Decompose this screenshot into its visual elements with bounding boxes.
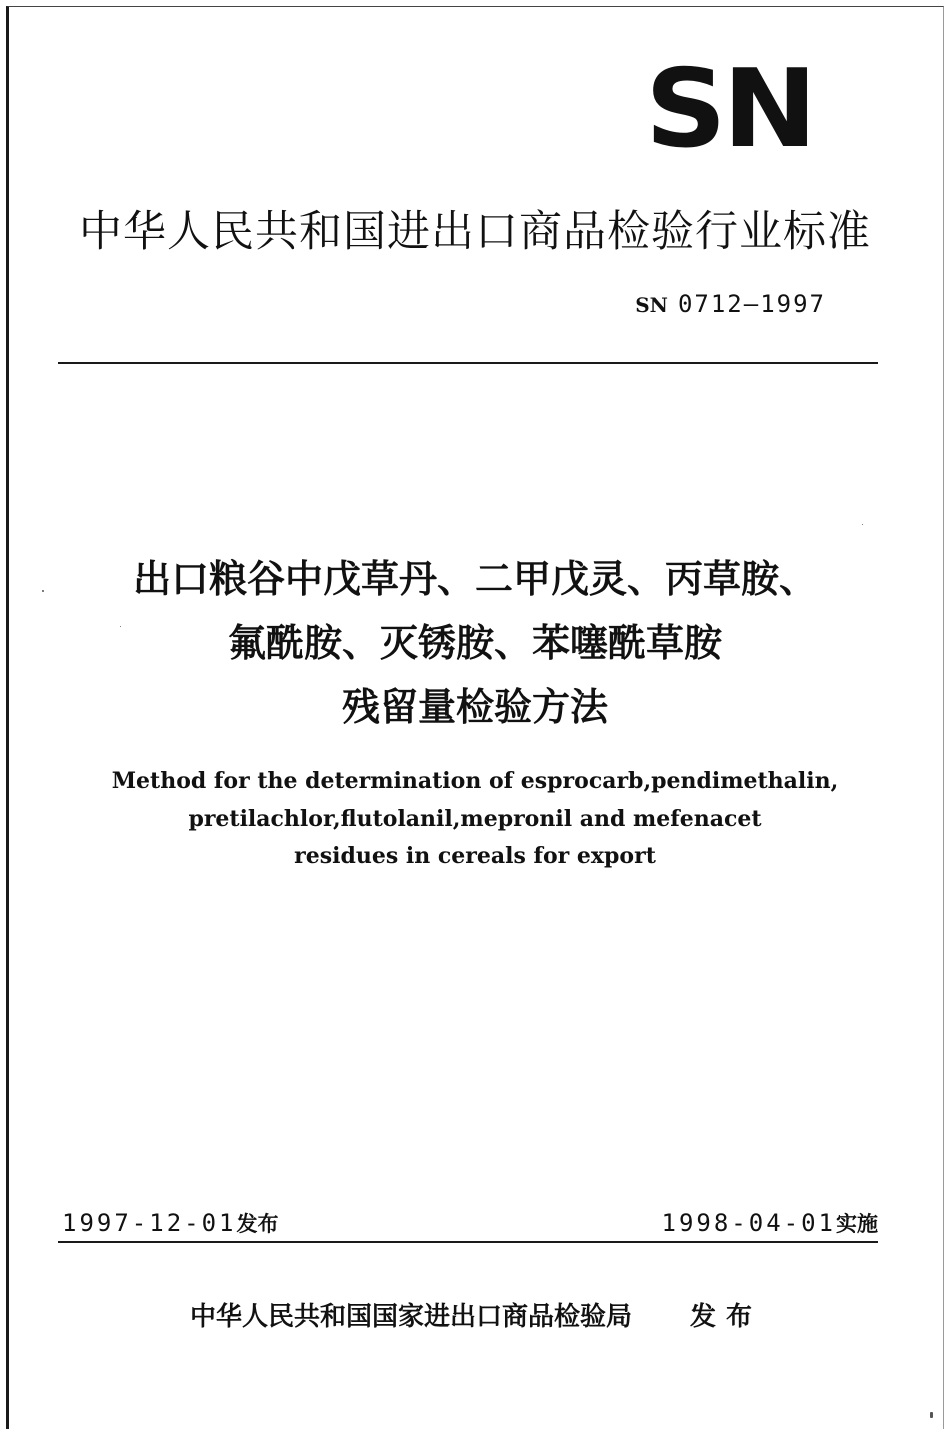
implementation-date-value: 1998-04-01 (661, 1209, 836, 1237)
implementation-date (662, 1208, 879, 1238)
issue-date-label: 发布 (236, 1212, 279, 1236)
chinese-title-line-1: 出口粮谷中戊草丹、二甲戊灵、丙草胺、 (132, 557, 817, 601)
standard-code (635, 290, 826, 318)
sn-logo (644, 47, 814, 172)
english-title-line-1: Method for the determination of esprocarb,pendimethalin, (111, 768, 839, 794)
publisher-name: 中华人民共和国国家进出口商品检验局 (190, 1302, 633, 1332)
top-divider (58, 362, 878, 364)
issue-date (62, 1208, 279, 1238)
chinese-title-line-3: 残留量检验方法 (341, 685, 608, 729)
scan-speck (930, 1412, 933, 1418)
scan-speck (862, 524, 863, 525)
publish-label: 发布 (690, 1302, 763, 1332)
sn-logo-text: SN (644, 47, 814, 172)
chinese-title-line-2: 氟酰胺、灭锈胺、苯噻酰草胺 (227, 621, 722, 665)
english-title-line-2: pretilachlor,flutolanil,mepronil and mefenacet (188, 806, 762, 832)
standard-number: 0712—1997 (677, 290, 826, 318)
scan-speck (120, 626, 121, 627)
organization-title: 中华人民共和国进出口商品检验行业标准 (79, 207, 871, 257)
standard-prefix: SN (635, 293, 668, 317)
bottom-divider (58, 1241, 878, 1243)
english-title-line-3: residues in cereals for export (294, 843, 656, 869)
issue-date-value: 1997-12-01 (62, 1209, 237, 1237)
scan-speck (42, 590, 44, 592)
implementation-date-label: 实施 (836, 1212, 878, 1236)
